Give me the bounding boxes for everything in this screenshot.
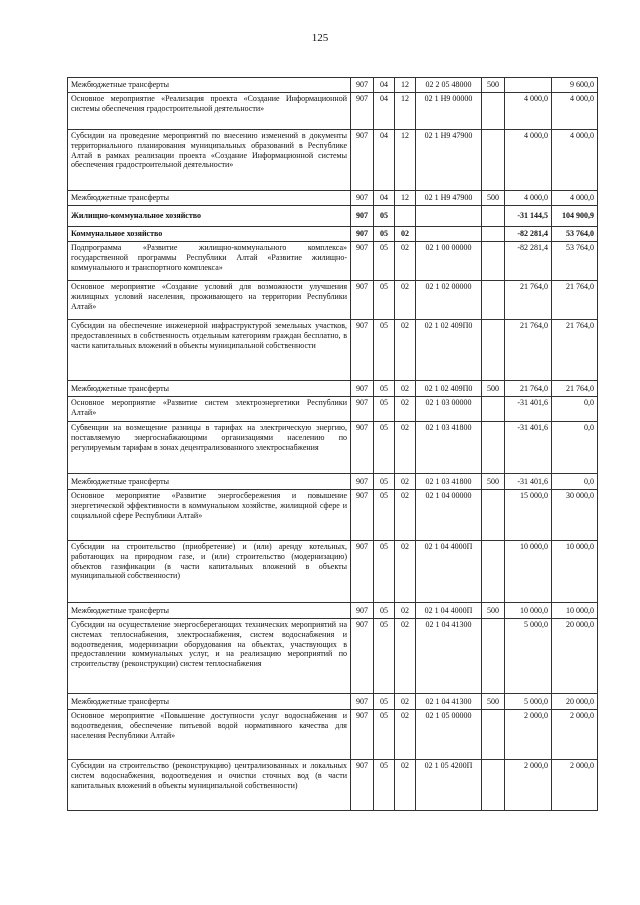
amount-change: 21 764,0 [505,281,552,320]
table-row [68,206,598,227]
target-article-code: 02 1 04 4000П [416,603,482,619]
amount-change: -82 281,4 [505,227,552,242]
row-name: Межбюджетные трансферты [68,694,351,710]
section-code: 05 [374,397,395,422]
expense-type-code: 500 [482,381,505,397]
section-code: 04 [374,93,395,130]
target-article-code: 02 1 02 00000 [416,281,482,320]
section-code: 05 [374,281,395,320]
row-name: Межбюджетные трансферты [68,191,351,206]
section-code: 05 [374,490,395,541]
target-article-code [416,206,482,227]
target-article-code: 02 1 03 41800 [416,422,482,474]
expense-type-code [482,397,505,422]
subsection-code: 02 [395,760,416,811]
table-row [68,694,598,710]
table-row [68,490,598,541]
subsection-code: 02 [395,320,416,381]
expense-type-code: 500 [482,603,505,619]
expense-type-code [482,619,505,694]
section-code: 04 [374,191,395,206]
amount-total: 21 764,0 [552,381,598,397]
table-row [68,541,598,603]
table-row [68,603,598,619]
subsection-code: 02 [395,710,416,760]
subsection-code: 02 [395,381,416,397]
section-code: 05 [374,619,395,694]
table-row [68,281,598,320]
subsection-code: 12 [395,130,416,191]
target-article-code: 02 1 04 41300 [416,694,482,710]
row-name: Основное мероприятие «Реализация проекта «Создание Информационной системы обеспечения градостроительной деятельности» [68,93,351,130]
table-row [68,130,598,191]
admin-code: 907 [351,760,374,811]
subsection-code: 02 [395,227,416,242]
row-name: Межбюджетные трансферты [68,78,351,93]
table-row [68,227,598,242]
budget-table-body [68,78,598,811]
expense-type-code [482,206,505,227]
target-article-code: 02 2 05 48000 [416,78,482,93]
section-code: 05 [374,242,395,281]
table-row [68,191,598,206]
target-article-code: 02 1 02 409П0 [416,320,482,381]
admin-code: 907 [351,78,374,93]
target-article-code: 02 1 Н9 47900 [416,130,482,191]
table-row [68,320,598,381]
admin-code: 907 [351,397,374,422]
section-code: 05 [374,603,395,619]
amount-change: -82 281,4 [505,242,552,281]
amount-change: 2 000,0 [505,710,552,760]
subsection-code: 02 [395,242,416,281]
row-name: Коммунальное хозяйство [68,227,351,242]
amount-change: 5 000,0 [505,619,552,694]
admin-code: 907 [351,541,374,603]
target-article-code: 02 1 04 41300 [416,619,482,694]
table-row [68,710,598,760]
admin-code: 907 [351,490,374,541]
admin-code: 907 [351,603,374,619]
target-article-code: 02 1 Н9 47900 [416,191,482,206]
row-name: Жилищно-коммунальное хозяйство [68,206,351,227]
section-code: 05 [374,541,395,603]
table-row [68,381,598,397]
target-article-code: 02 1 04 4000П [416,541,482,603]
amount-change: 2 000,0 [505,760,552,811]
target-article-code: 02 1 02 409П0 [416,381,482,397]
admin-code: 907 [351,206,374,227]
subsection-code: 02 [395,541,416,603]
amount-total: 53 764,0 [552,242,598,281]
section-code: 05 [374,760,395,811]
amount-total: 20 000,0 [552,619,598,694]
amount-total: 21 764,0 [552,320,598,381]
section-code: 05 [374,206,395,227]
table-row [68,422,598,474]
expense-type-code [482,422,505,474]
expense-type-code [482,130,505,191]
amount-change: 15 000,0 [505,490,552,541]
row-name: Подпрограмма «Развитие жилищно-коммунального комплекса» государственной программы Республики Алтай «Развитие жилищно-коммунального и транспортного комплекса» [68,242,351,281]
subsection-code: 02 [395,474,416,490]
section-code: 04 [374,78,395,93]
amount-change [505,78,552,93]
amount-total: 4 000,0 [552,93,598,130]
expense-type-code [482,541,505,603]
expense-type-code [482,320,505,381]
amount-change: 21 764,0 [505,381,552,397]
amount-total: 4 000,0 [552,130,598,191]
expense-type-code [482,490,505,541]
subsection-code [395,206,416,227]
amount-total: 104 900,9 [552,206,598,227]
subsection-code: 02 [395,397,416,422]
amount-change: 4 000,0 [505,93,552,130]
budget-table [67,77,598,811]
admin-code: 907 [351,619,374,694]
amount-total: 30 000,0 [552,490,598,541]
amount-total: 0,0 [552,474,598,490]
admin-code: 907 [351,191,374,206]
admin-code: 907 [351,694,374,710]
admin-code: 907 [351,474,374,490]
amount-change: 21 764,0 [505,320,552,381]
amount-total: 10 000,0 [552,603,598,619]
subsection-code: 02 [395,281,416,320]
row-name: Основное мероприятие «Повышение доступности услуг водоснабжения и водоотведения, обеспечение питьевой водой нормативного качества для населения Республики Алтай» [68,710,351,760]
row-name: Межбюджетные трансферты [68,474,351,490]
row-name: Основное мероприятие «Создание условий для возможности улучшения жилищных условий населения, проживающего на территории Республики Алтай» [68,281,351,320]
row-name: Межбюджетные трансферты [68,381,351,397]
subsection-code: 12 [395,191,416,206]
target-article-code: 02 1 03 41800 [416,474,482,490]
amount-total: 0,0 [552,422,598,474]
admin-code: 907 [351,242,374,281]
subsection-code: 12 [395,78,416,93]
subsection-code: 02 [395,694,416,710]
table-row [68,93,598,130]
table-row [68,474,598,490]
row-name: Субсидии на строительство (реконструкцию) централизованных и локальных систем водоснабжения, водоотведения и очистки сточных вод (в части капитальных вложений в объекты муниципальной собственности) [68,760,351,811]
target-article-code: 02 1 05 4200П [416,760,482,811]
target-article-code: 02 1 00 00000 [416,242,482,281]
amount-total: 10 000,0 [552,541,598,603]
amount-total: 2 000,0 [552,710,598,760]
table-row [68,78,598,93]
expense-type-code: 500 [482,78,505,93]
target-article-code [416,227,482,242]
amount-change: 10 000,0 [505,541,552,603]
target-article-code: 02 1 05 00000 [416,710,482,760]
expense-type-code [482,281,505,320]
row-name: Основное мероприятие «Развитие энергосбережения и повышение энергетической эффективности в коммунальном хозяйстве, жилищной сфере и социальной сфере Республики Алтай» [68,490,351,541]
table-row [68,397,598,422]
expense-type-code: 500 [482,474,505,490]
amount-total: 53 764,0 [552,227,598,242]
amount-change: -31 144,5 [505,206,552,227]
table-row [68,619,598,694]
subsection-code: 02 [395,422,416,474]
amount-change: 4 000,0 [505,191,552,206]
subsection-code: 02 [395,603,416,619]
amount-total: 4 000,0 [552,191,598,206]
expense-type-code [482,227,505,242]
section-code: 05 [374,474,395,490]
row-name: Основное мероприятие «Развитие систем электроэнергетики Республики Алтай» [68,397,351,422]
amount-total: 21 764,0 [552,281,598,320]
admin-code: 907 [351,281,374,320]
row-name: Субсидии на осуществление энергосберегающих технических мероприятий на системах теплоснабжения, электроснабжения, систем водоснабжения и водоотведения, модернизации оборудования на объектах, участвующих в предоставлении коммунальных услуг, и на реализацию мероприятий по строительству (реконструкции) систем теплоснабжения [68,619,351,694]
amount-total: 0,0 [552,397,598,422]
amount-change: 4 000,0 [505,130,552,191]
amount-total: 9 600,0 [552,78,598,93]
amount-change: -31 401,6 [505,422,552,474]
target-article-code: 02 1 03 00000 [416,397,482,422]
subsection-code: 02 [395,490,416,541]
target-article-code: 02 1 Н9 00000 [416,93,482,130]
admin-code: 907 [351,227,374,242]
amount-total: 20 000,0 [552,694,598,710]
amount-total: 2 000,0 [552,760,598,811]
subsection-code: 02 [395,619,416,694]
row-name: Субсидии на строительство (приобретение) и (или) аренду котельных, работающих на природном газе, и (или) строительство (модернизацию) объектов газификации (в части капитальных вложений в объекты муниципальной собственности) [68,541,351,603]
admin-code: 907 [351,422,374,474]
admin-code: 907 [351,93,374,130]
amount-change: 5 000,0 [505,694,552,710]
amount-change: -31 401,6 [505,397,552,422]
section-code: 05 [374,227,395,242]
amount-change: -31 401,6 [505,474,552,490]
expense-type-code [482,242,505,281]
section-code: 05 [374,710,395,760]
expense-type-code [482,760,505,811]
expense-type-code [482,710,505,760]
row-name: Субсидии на проведение мероприятий по внесению изменений в документы территориального планирования муниципальных образований в Республике Алтай в рамках реализации проекта «Создание Информационной системы обеспечения градостроительной деятельности» [68,130,351,191]
amount-change: 10 000,0 [505,603,552,619]
section-code: 05 [374,381,395,397]
section-code: 05 [374,320,395,381]
target-article-code: 02 1 04 00000 [416,490,482,541]
row-name: Субсидии на обеспечение инженерной инфраструктурой земельных участков, предоставленных в собственность отдельным категориям граждан бесплатно, в части капитальных вложений в объекты муниципальной собственности [68,320,351,381]
section-code: 05 [374,694,395,710]
section-code: 05 [374,422,395,474]
table-row [68,760,598,811]
admin-code: 907 [351,710,374,760]
page-number: 125 [311,32,329,44]
table-row [68,242,598,281]
subsection-code: 12 [395,93,416,130]
admin-code: 907 [351,130,374,191]
admin-code: 907 [351,381,374,397]
expense-type-code: 500 [482,191,505,206]
expense-type-code: 500 [482,694,505,710]
admin-code: 907 [351,320,374,381]
row-name: Межбюджетные трансферты [68,603,351,619]
row-name: Субвенции на возмещение разницы в тарифах на электрическую энергию, поставляемую энергоснабжающими организациями населению по регулируемым тарифам в зонах децентрализованного электроснабжения [68,422,351,474]
section-code: 04 [374,130,395,191]
expense-type-code [482,93,505,130]
